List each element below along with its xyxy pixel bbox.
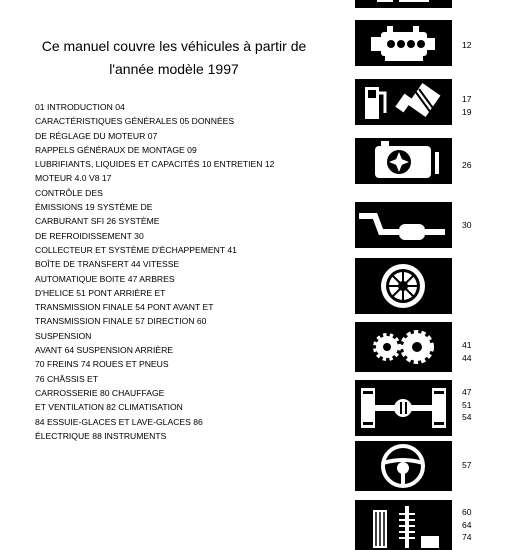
clutch-disc-icon[interactable] (355, 258, 452, 314)
toc-line: AVANT 64 SUSPENSION ARRIÈRE (35, 345, 174, 356)
radiator-fan-icon-graphic (355, 138, 452, 184)
partial-top-icon-graphic (355, 0, 452, 8)
page-number: 44 (462, 352, 472, 363)
toc-line: CARACTÉRISTIQUES GÉNÉRALES 05 DONNÉES (35, 116, 235, 127)
page-number: 54 (462, 412, 472, 422)
page-number: 30 (462, 220, 472, 230)
toc-line: 70 FREINS 74 ROUES ET PNEUS (35, 359, 169, 370)
fuel-pump-spark-plug-icon[interactable] (355, 79, 452, 125)
page-numbers-fuel (462, 93, 472, 118)
gears-icon-graphic (355, 322, 452, 372)
toc-line: LUBRIFIANTS, LIQUIDES ET CAPACITÉS 10 ENTRETIEN 12 (35, 159, 275, 170)
toc-line: SUSPENSION (35, 330, 92, 341)
page-numbers-gears (462, 339, 472, 364)
page-number: 12 (462, 40, 472, 50)
toc-line: DE REFROIDISSEMENT 30 (35, 230, 144, 241)
page-title (24, 35, 324, 81)
clutch-disc-icon-graphic (355, 258, 452, 314)
suspension-brake-icon-graphic (355, 500, 452, 550)
title-line-2: l'année modèle 1997 (109, 61, 239, 77)
engine-icon-graphic (355, 20, 452, 66)
page-number: 17 (462, 94, 472, 104)
table-of-contents (35, 100, 325, 443)
page-numbers-engine (462, 39, 472, 52)
radiator-fan-icon[interactable] (355, 138, 452, 184)
toc-line: 01 INTRODUCTION 04 (35, 102, 125, 112)
fuel-pump-spark-plug-icon-graphic (355, 79, 452, 125)
engine-icon[interactable] (355, 20, 452, 66)
page-number: 64 (462, 519, 472, 530)
page-numbers-exhaust (462, 219, 472, 232)
toc-line: RAPPELS GÉNÉRAUX DE MONTAGE 09 (35, 144, 197, 155)
page-number: 47 (462, 387, 472, 397)
page-number: 26 (462, 160, 472, 170)
toc-line: COLLECTEUR ET SYSTÈME D'ÉCHAPPEMENT 41 (35, 244, 237, 255)
page-numbers-steering (462, 459, 472, 472)
gears-icon[interactable] (355, 322, 452, 372)
toc-line: TRANSMISSION FINALE 57 DIRECTION 60 (35, 316, 207, 327)
page-number: 57 (462, 460, 472, 470)
page-number: 51 (462, 399, 472, 410)
toc-line: CARROSSERIE 80 CHAUFFAGE (35, 387, 165, 398)
page-number: 74 (462, 532, 472, 542)
steering-wheel-icon-graphic (355, 441, 452, 491)
toc-line: ÉLECTRIQUE 88 INSTRUMENTS (35, 430, 167, 441)
steering-wheel-icon[interactable] (355, 441, 452, 491)
toc-line: CONTRÔLE DES (35, 187, 103, 198)
axle-driveshaft-icon[interactable] (355, 380, 452, 436)
toc-line: TRANSMISSION FINALE 54 PONT AVANT ET (35, 302, 214, 313)
page-numbers-suspension (462, 506, 472, 544)
page-number: 19 (462, 106, 472, 117)
exhaust-pipe-icon-graphic (355, 202, 452, 248)
toc-line: BOÎTE DE TRANSFERT 44 VITESSE (35, 259, 180, 270)
toc-line: MOTEUR 4.0 V8 17 (35, 173, 112, 184)
toc-line: 76 CHÂSSIS ET (35, 373, 99, 384)
toc-line: ET VENTILATION 82 CLIMATISATION (35, 402, 183, 413)
suspension-brake-icon[interactable] (355, 500, 452, 550)
partial-top-icon[interactable] (355, 0, 452, 8)
toc-line: 84 ESSUIE-GLACES ET LAVE-GLACES 86 (35, 416, 203, 427)
toc-line: ÉMISSIONS 19 SYSTÈME DE (35, 202, 153, 213)
toc-line: AUTOMATIQUE BOITE 47 ARBRES (35, 273, 175, 284)
title-line-1: Ce manuel couvre les véhicules à partir de (41, 38, 307, 54)
page-numbers-axle (462, 386, 472, 424)
toc-line: DE RÉGLAGE DU MOTEUR 07 (35, 130, 158, 141)
page-number: 60 (462, 507, 472, 517)
page-numbers-cooling (462, 159, 472, 172)
page-number: 41 (462, 340, 472, 350)
axle-driveshaft-icon-graphic (355, 380, 452, 436)
toc-line: D'HELICE 51 PONT ARRIÈRE ET (35, 287, 166, 298)
exhaust-pipe-icon[interactable] (355, 202, 452, 248)
toc-line: CARBURANT SFI 26 SYSTÈME (35, 216, 160, 227)
